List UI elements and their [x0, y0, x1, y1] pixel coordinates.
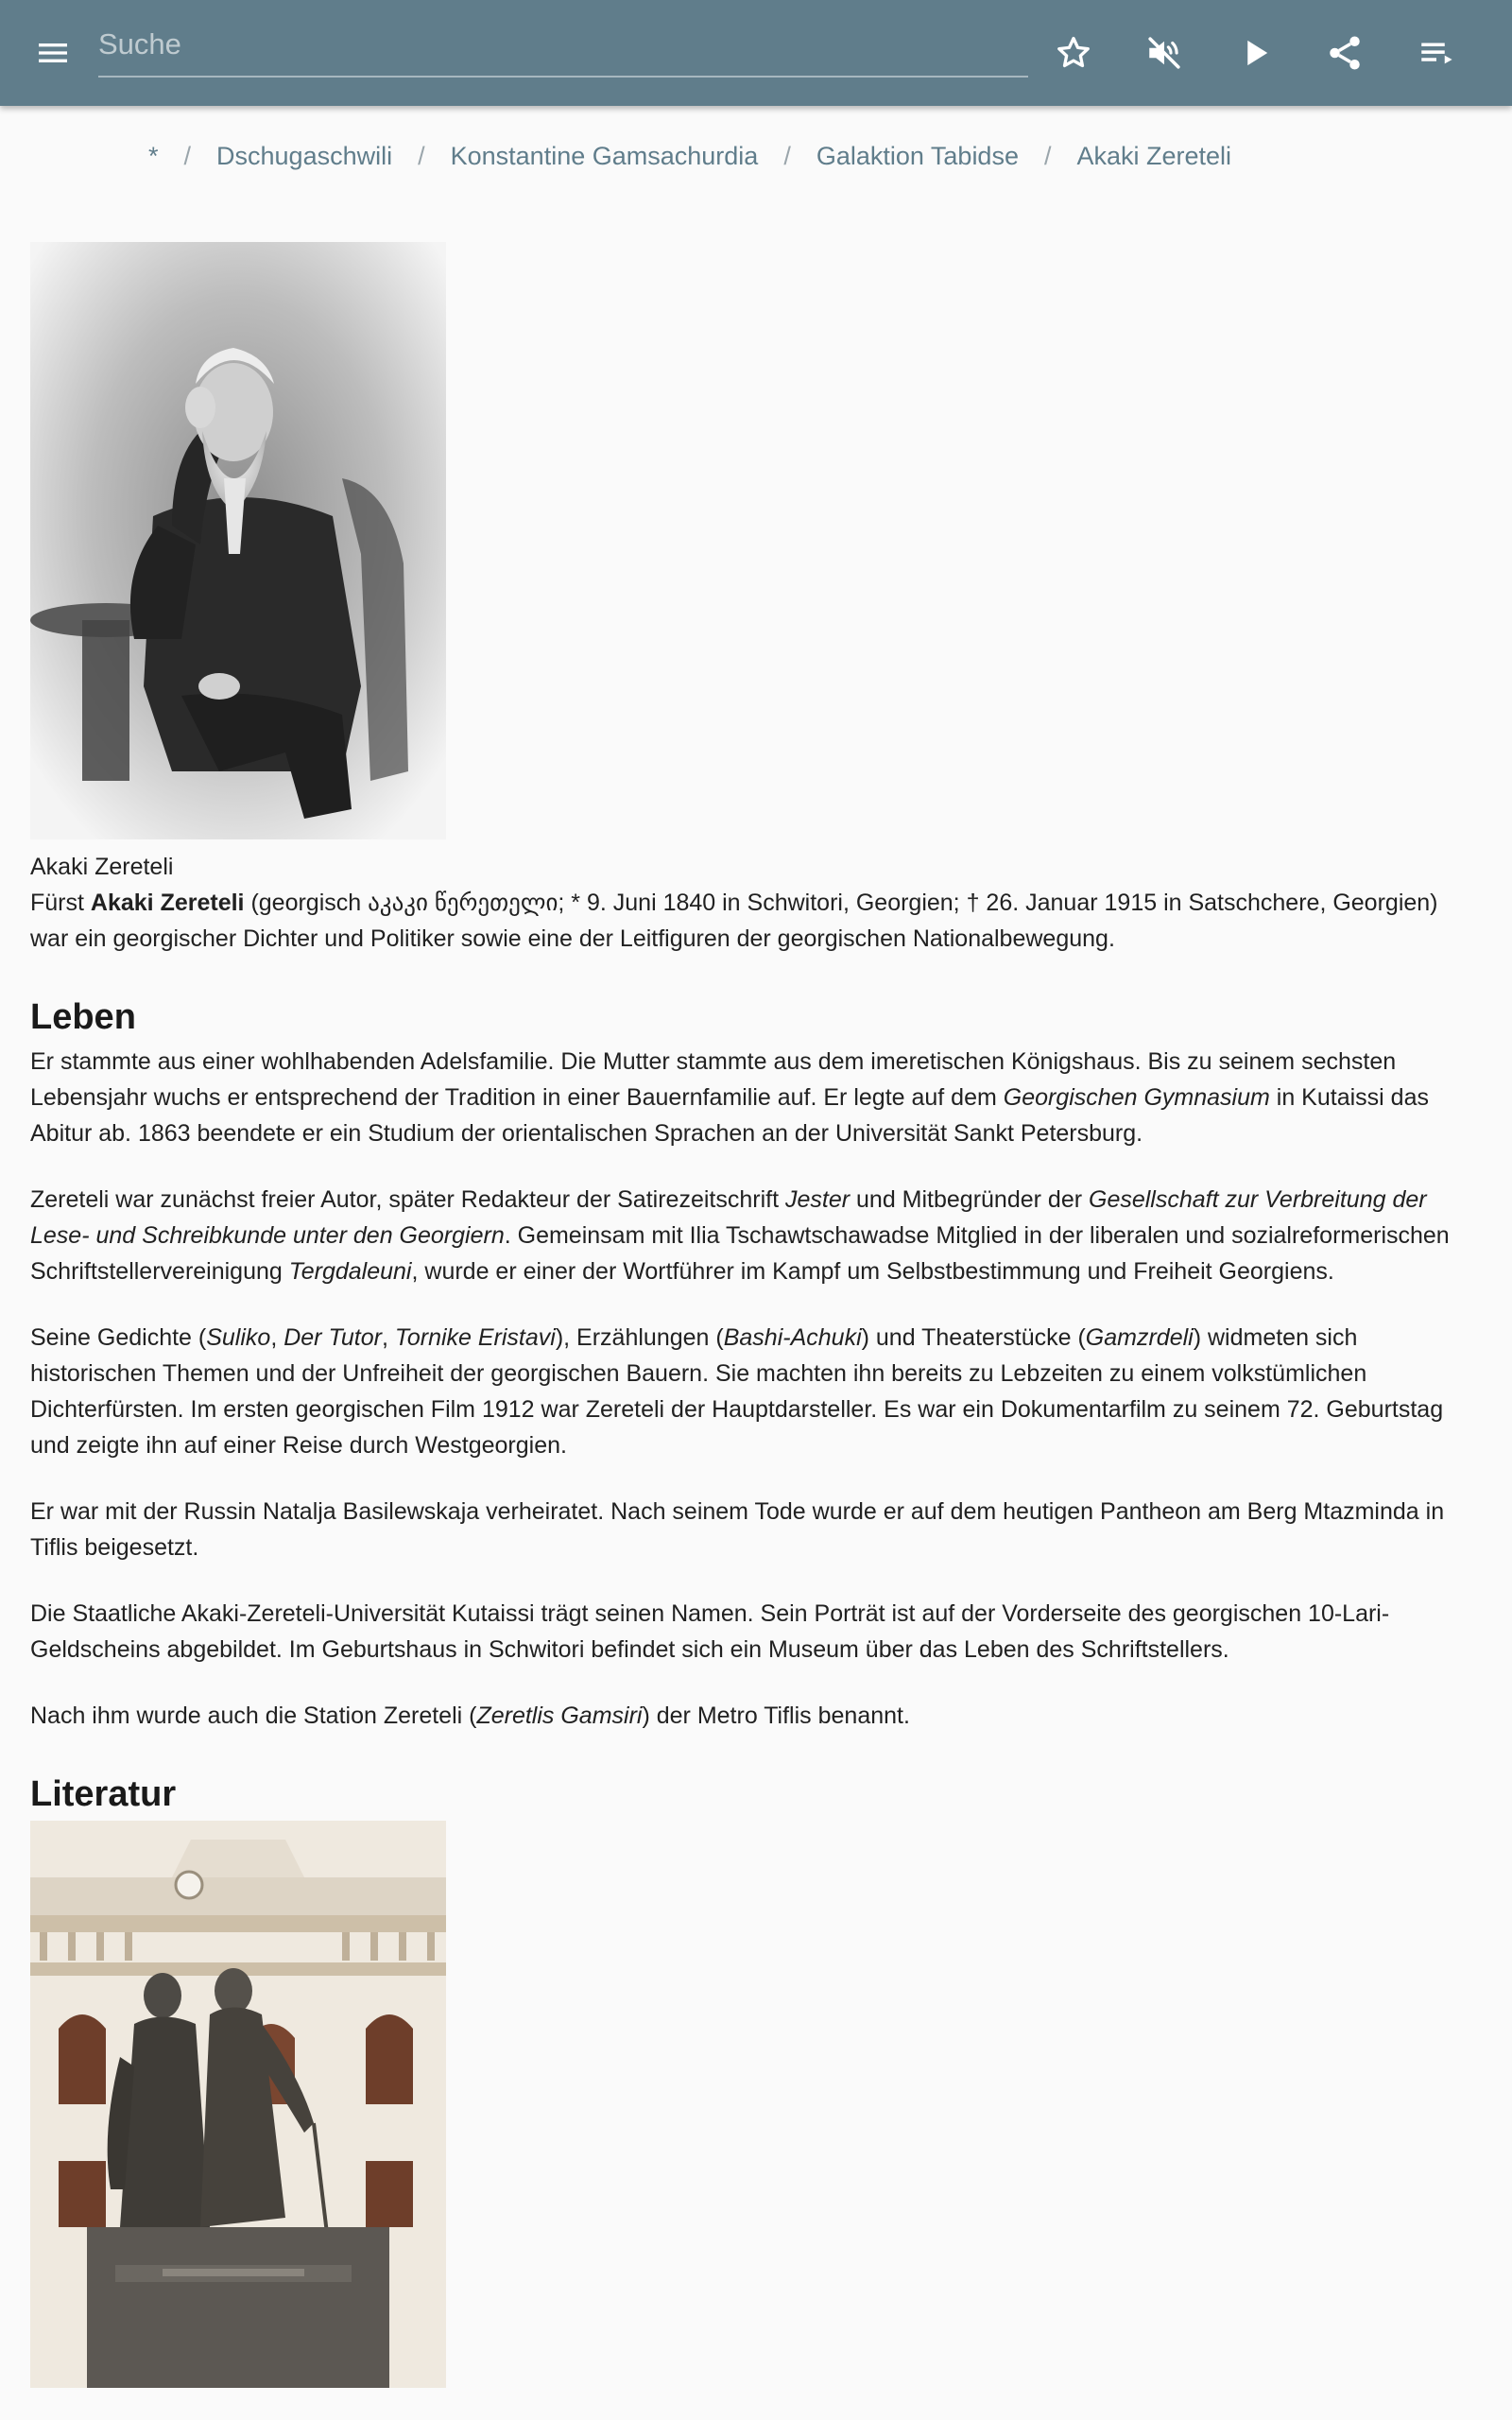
italic-text: Tornike Eristavi	[394, 1324, 556, 1351]
breadcrumb-item-tabidse[interactable]: Galaktion Tabidse	[816, 141, 1019, 170]
italic-text: Gamzrdeli	[1085, 1324, 1194, 1351]
monument-photo	[30, 1821, 446, 2388]
menu-button[interactable]	[23, 26, 83, 79]
paragraph: Er war mit der Russin Natalja Basilewskaja verheiratet. Nach seinem Tode wurde er auf dem heutigen Pantheon am Berg Mtazminda in Tiflis beigesetzt.	[30, 1498, 1445, 1561]
text-span: ) und Theaterstücke (	[861, 1324, 1086, 1351]
text-span: und Mitbegründer der	[850, 1186, 1089, 1213]
text-span: ), Erzählungen (	[555, 1324, 724, 1351]
italic-text: Der Tutor	[284, 1324, 382, 1351]
image-caption: Akaki Zereteli	[30, 854, 174, 880]
text-span: (georgisch აკაკი წერეთელი; * 9. Juni 1840 in Schwitori, Georgien; † 26. Januar 1915 in Satschchere, Georgien) war ein georgischer Dichter und Politiker sowie eine der Leitfiguren der georgischen Nationalbewegung.	[30, 890, 1438, 952]
app-bar	[0, 0, 1512, 106]
search-field	[98, 21, 1028, 78]
mute-button[interactable]	[1134, 23, 1194, 83]
italic-text: Suliko	[206, 1324, 271, 1351]
text-span: Fürst	[30, 890, 91, 916]
section-heading-leben: Leben	[30, 997, 136, 1037]
text-span: ) der Metro Tiflis benannt.	[642, 1703, 910, 1729]
subject-name: Akaki Zereteli	[90, 890, 245, 916]
paragraph: Die Staatliche Akaki-Zereteli-Universität Kutaissi trägt seinen Namen. Sein Porträt ist auf der Vorderseite des georgischen 10-Lari-Geldscheins abgebildet. Im Geburtshaus in Schwitori befindet sich ein Museum über das Leben des Schriftstellers.	[30, 1600, 1390, 1663]
italic-text: Tergdaleuni	[288, 1258, 412, 1285]
article	[30, 242, 1482, 2388]
italic-text: Zeretlis Gamsiri	[476, 1703, 643, 1729]
playlist-button[interactable]	[1406, 23, 1467, 83]
paragraph	[30, 1320, 1482, 1463]
text-span: Zereteli war zunächst freier Autor, später Redakteur der Satirezeitschrift	[30, 1186, 785, 1213]
breadcrumb-item-zereteli[interactable]: Akaki Zereteli	[1076, 141, 1232, 170]
breadcrumb-item-home[interactable]: *	[148, 141, 159, 170]
text-span: Nach ihm wurde auch die Station Zereteli (	[30, 1703, 477, 1729]
volume-off-icon	[1144, 33, 1184, 73]
italic-text: Gesellschaft zur Verbreitung der Lese- und Schreibkunde unter den Georgiern	[30, 1186, 1427, 1249]
share-icon	[1325, 33, 1365, 73]
text-span: Seine Gedichte (	[30, 1324, 207, 1351]
section-heading-literatur: Literatur	[30, 1774, 177, 1814]
breadcrumb-item-dschugaschwili[interactable]: Dschugaschwili	[216, 141, 393, 170]
text-span: ) widmeten sich historischen Themen und der Unfreiheit der georgischen Bauern. Sie machten ihn bereits zu Lebzeiten zu einem volkstümlichen Dichterfürsten. Im ersten georgischen Film 1912 war Zereteli der Hauptdarsteller. Es war ein Dokumentarfilm zu seinem 72. Geburtstag und zeigte ihn auf einer Reise durch Westgeorgien.	[30, 1324, 1444, 1459]
paragraph	[30, 1698, 1482, 1734]
intro-paragraph	[30, 885, 1482, 957]
text-span: , wurde er einer der Wortführer im Kampf um Selbstbestimmung und Freiheit Georgiens.	[411, 1258, 1334, 1285]
italic-text: Bashi-Achuki	[723, 1324, 862, 1351]
portrait-photo	[30, 242, 446, 839]
breadcrumb-separator: /	[1043, 141, 1052, 170]
paragraph	[30, 1044, 1482, 1151]
play-icon	[1236, 33, 1276, 73]
text-span: ,	[381, 1324, 395, 1351]
text-span: Er stammte aus einer wohlhabenden Adelsfamilie. Die Mutter stammte aus dem imeretischen Königshaus. Bis zu seinem sechsten Lebensjahr wuchs er entsprechend der Tradition in einer Bauernfamilie auf. Er legte auf dem	[30, 1048, 1397, 1111]
italic-text: Georgischen Gymnasium	[1003, 1084, 1270, 1111]
playlist-icon	[1417, 33, 1456, 73]
breadcrumb	[0, 132, 1512, 180]
star-outline-icon	[1054, 33, 1093, 73]
breadcrumb-item-gamsachurdia[interactable]: Konstantine Gamsachurdia	[450, 141, 759, 170]
breadcrumb-separator: /	[183, 141, 192, 170]
text-span: ,	[270, 1324, 284, 1351]
play-button[interactable]	[1226, 23, 1286, 83]
paragraph	[30, 1182, 1482, 1289]
bookmark-button[interactable]	[1043, 23, 1104, 83]
menu-icon	[34, 34, 72, 72]
text-span: . Gemeinsam mit Ilia Tschawtschawadse Mitglied in der liberalen und sozialreformerischen Schriftstellervereinigung	[30, 1222, 1450, 1285]
breadcrumb-separator: /	[418, 141, 425, 170]
text-span: in Kutaissi das Abitur ab. 1863 beendete er ein Studium der orientalischen Sprachen an der Universität Sankt Petersburg.	[30, 1084, 1429, 1147]
share-button[interactable]	[1314, 23, 1375, 83]
italic-text: Jester	[784, 1186, 850, 1213]
search-input[interactable]	[98, 21, 1028, 76]
breadcrumb-separator: /	[783, 141, 791, 170]
